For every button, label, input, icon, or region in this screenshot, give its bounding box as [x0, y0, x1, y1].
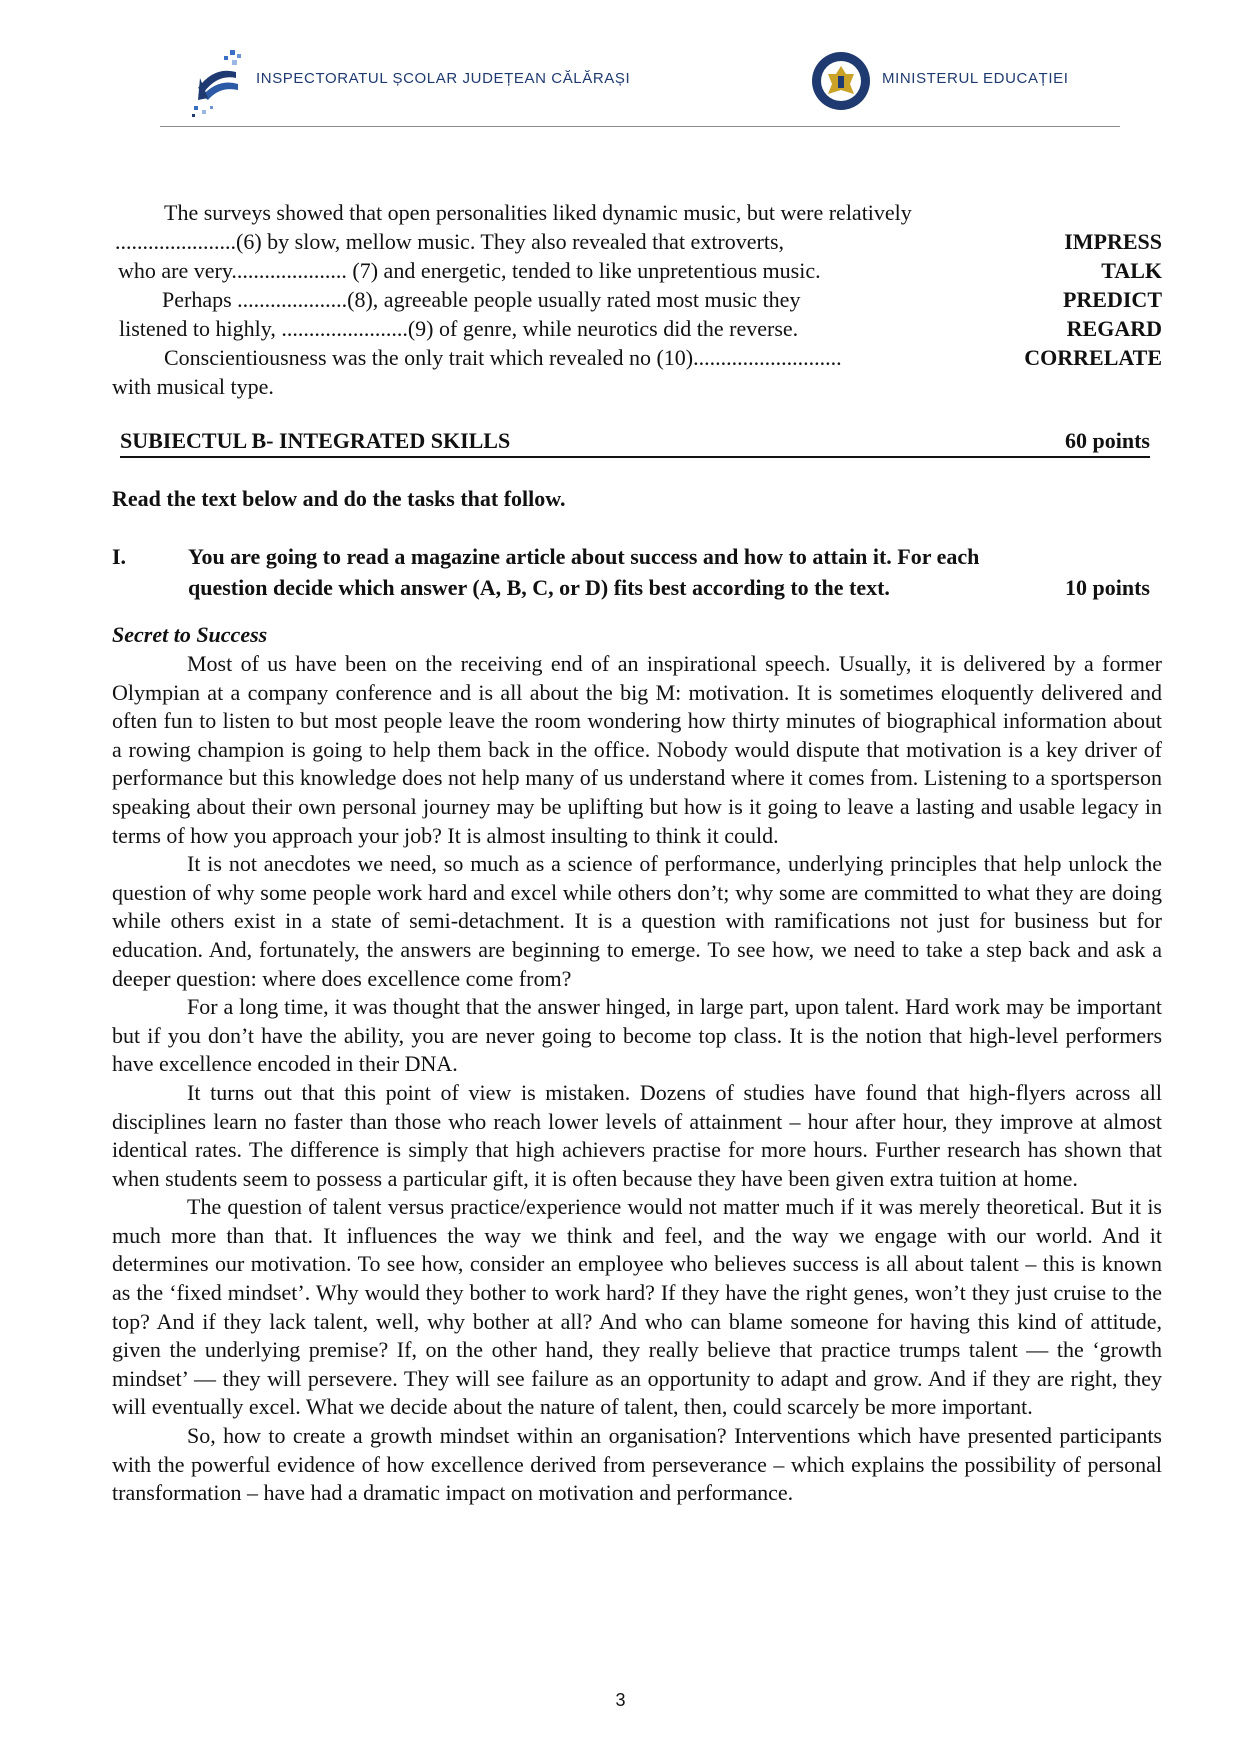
article-title: Secret to Success: [112, 622, 268, 647]
exercise-row: [112, 314, 1162, 343]
exercise-text: listened to highly, .......................(9) of genre, while neurotics did the reverse.: [119, 316, 799, 341]
article-body: [112, 650, 1162, 1508]
article-paragraph: It is not anecdotes we need, so much as a science of performance, underlying principles that help unlock the question of why some people work hard and excel while others don’t; why some are committed to what they are doing while others exist in a state of semi-detachment. It is a question with ramifications not just for business but for education. And, fortunately, the answers are beginning to emerge. To see how, we need to take a step back and ask a deeper question: where does excellence come from?: [112, 851, 1162, 991]
page-header: [190, 40, 1140, 130]
section-title: SUBIECTUL B- INTEGRATED SKILLS: [120, 428, 511, 453]
exercise-row: [112, 227, 1162, 256]
exercise-keyword: CORRELATE: [1024, 345, 1162, 370]
exercise-text: ......................(6) by slow, mellow music. They also revealed that extroverts,: [115, 229, 785, 254]
section-heading: [120, 428, 1150, 458]
task-instruction-text: question decide which answer (A, B, C, or D) fits best according to the text.: [188, 575, 890, 600]
isj-calarasi-logo-icon: [190, 48, 252, 118]
exercise-row: [112, 285, 1162, 314]
exercise-text: The surveys showed that open personalities liked dynamic music, but were relatively: [164, 200, 912, 225]
task-instruction-line: [188, 575, 1150, 601]
page-number: 3: [615, 1690, 626, 1710]
header-left-org: INSPECTORATUL ȘCOLAR JUDEȚEAN CĂLĂRAȘI: [256, 70, 631, 87]
section-points: 60 points: [1065, 428, 1150, 453]
exercise-text: Conscientiousness was the only trait which revealed no (10)...........................: [164, 345, 842, 370]
exercise-keyword: REGARD: [1066, 316, 1162, 341]
exercise-keyword: IMPRESS: [1064, 229, 1162, 254]
exercise-row: [112, 372, 1162, 401]
exercise-keyword: PREDICT: [1062, 287, 1162, 312]
task-number: I.: [112, 544, 127, 569]
exercise-text: who are very..................... (7) and energetic, tended to like unpretentious music.: [118, 258, 821, 283]
article-paragraph: It turns out that this point of view is mistaken. Dozens of studies have found that high-flyers across all disciplines learn no faster than those who reach lower levels of attainment – hour after hour, they improve at almost identical rates. The difference is simply that high achievers practise for more hours. Further research has shown that when students seem to possess a particular gift, it is often because they have been given extra tuition at home.: [112, 1079, 1162, 1191]
article-paragraph: Most of us have been on the receiving end of an inspirational speech. Usually, it is delivered by a former Olympian at a company conference and is all about the big M: motivation. It is sometimes eloquently delivered and often fun to listen to but most people leave the room wondering how thirty minutes of biographical information about a rowing champion is going to help them back in the office. Nobody would dispute that motivation is a key driver of performance but this knowledge does not help many of us understand where it comes from. Listening to a sportsperson speaking about their own personal journey may be uplifting but how is it going to leave a lasting and usable legacy in terms of how you approach your job? It is almost insulting to think it could.: [112, 651, 1162, 848]
government-seal-icon: [810, 50, 872, 112]
word-formation-exercise: [112, 198, 1162, 401]
exercise-text: with musical type.: [112, 374, 274, 399]
article-paragraph: For a long time, it was thought that the answer hinged, in large part, upon talent. Hard work may be important but if you don’t have the ability, you are never going to become top class. It is the notion that high-level performers have excellence encoded in their DNA.: [112, 994, 1162, 1077]
exercise-row: [112, 343, 1162, 372]
instruction: Read the text below and do the tasks that follow.: [112, 486, 566, 511]
exercise-row: [112, 198, 1162, 227]
header-right-org: MINISTERUL EDUCAȚIEI: [882, 70, 1069, 87]
task-instruction-line: You are going to read a magazine article about success and how to attain it. For each: [188, 544, 980, 569]
header-divider: [160, 126, 1120, 127]
exercise-row: [112, 256, 1162, 285]
article-paragraph: So, how to create a growth mindset within an organisation? Interventions which have presented participants with the powerful evidence of how excellence derived from perseverance – which explains the possibility of personal transformation – have had a dramatic impact on motivation and performance.: [112, 1423, 1162, 1506]
article-paragraph: The question of talent versus practice/experience would not matter much if it was merely theoretical. But it is much more than that. It influences the way we think and feel, and the way we engage with our world. And it determines our motivation. To see how, consider an employee who believes success is all about talent – this is known as the ‘fixed mindset’. Why would they bother to work hard? If they have the right genes, won’t they just cruise to the top? And if they lack talent, well, why bother at all? And who can blame someone for having this kind of attitude, given the underlying premise? If, on the other hand, they really believe that practice trumps talent — the ‘growth mindset’ — they will persevere. They will see failure as an opportunity to adapt and grow. And if they are right, they will eventually excel. What we decide about the nature of talent, then, could scarcely be more important.: [112, 1194, 1162, 1420]
exercise-text: Perhaps ....................(8), agreeable people usually rated most music they: [162, 287, 801, 312]
exercise-keyword: TALK: [1101, 258, 1162, 283]
task-points: 10 points: [1065, 575, 1150, 600]
